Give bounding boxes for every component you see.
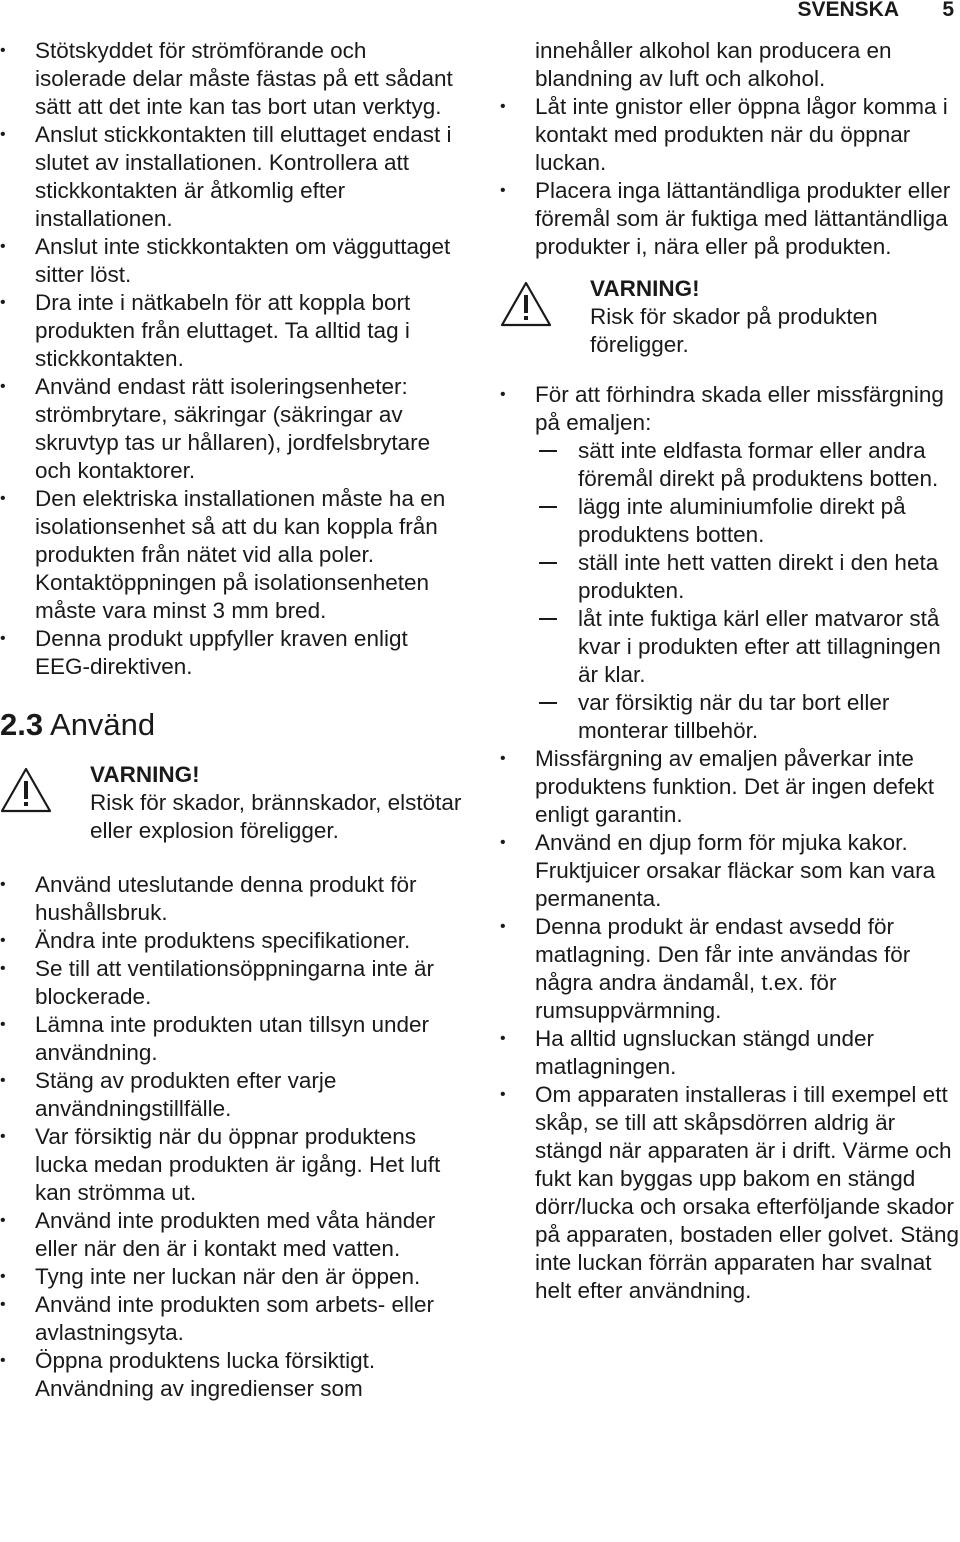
list-item: • Placera inga lättantändliga produkter eller föremål som är fuktiga med lättantändliga produkter i, nära eller på produkten. [500, 177, 960, 261]
list-item: • Denna produkt är endast avsedd för matlagning. Den får inte användas för några andra ändamål, t.ex. för rumsuppvärmning. [500, 913, 960, 1025]
list-item: • Denna produkt uppfyller kraven enligt EEG-direktiven. [0, 625, 462, 681]
dash-item: ställ inte hett vatten direkt i den heta produkten. [535, 549, 960, 605]
warning-title: VARNING! [90, 762, 200, 787]
list-item: • Använd inte produkten som arbets- eller avlastningsyta. [0, 1291, 462, 1347]
list-item: • Se till att ventilationsöppningarna inte är blockerade. [0, 955, 462, 1011]
list-item: • Stäng av produkten efter varje användningstillfälle. [0, 1067, 462, 1123]
warning-title: VARNING! [590, 276, 700, 301]
warning-box [0, 761, 462, 845]
warning-triangle-icon [500, 281, 552, 327]
list-item: • Använd inte produkten med våta händer eller när den är i kontakt med vatten. [0, 1207, 462, 1263]
dash-item: sätt inte eldfasta formar eller andra föremål direkt på produktens botten. [535, 437, 960, 493]
section-title: Använd [50, 707, 156, 742]
list-item: • Om apparaten installeras i till exempel ett skåp, se till att skåpsdörren aldrig är stängd när apparaten är i drift. Värme och fukt kan byggas upp bakom en stängd dörr/lucka och orsaka efterföljande skador på apparaten, bostaden eller golvet. Stäng inte luckan förrän apparaten har svalnat helt efter användning. [500, 1081, 960, 1305]
list-item: • Den elektriska installationen måste ha en isolationsenhet så att du kan koppla från produkten från nätet vid alla poler. Kontaktöppningen på isolationsenheten måste vara minst 3 mm bred. [0, 485, 462, 625]
list-item: • Ha alltid ugnsluckan stängd under matlagningen. [500, 1025, 960, 1081]
list-item: • Lämna inte produkten utan tillsyn under användning. [0, 1011, 462, 1067]
language-label: SVENSKA [797, 0, 899, 21]
right-column [500, 37, 960, 1305]
left-column [0, 37, 462, 1403]
list-item: • Använd uteslutande denna produkt för hushållsbruk. [0, 871, 462, 927]
page-number: 5 [942, 0, 954, 21]
warning-text: Risk för skador på produkten föreligger. [590, 304, 878, 357]
section-number: 2.3 [0, 707, 44, 742]
list-item: • Tyng inte ner luckan när den är öppen. [0, 1263, 462, 1291]
warning-triangle-icon [0, 767, 52, 813]
dash-item: var försiktig när du tar bort eller monterar tillbehör. [535, 689, 960, 745]
dash-item: låt inte fuktiga kärl eller matvaror stå kvar i produkten efter att tillagningen är klar. [535, 605, 960, 689]
left-top-list [0, 37, 462, 681]
enamel-dash-list [535, 437, 960, 745]
list-item: • Dra inte i nätkabeln för att koppla bort produkten från eluttaget. Ta alltid tag i stickkontakten. [0, 289, 462, 373]
warning-box [500, 275, 960, 359]
section-heading [0, 707, 462, 743]
list-item [500, 381, 960, 745]
warning-text: Risk för skador, brännskador, elstötar eller explosion föreligger. [90, 790, 462, 843]
list-item: • Använd en djup form för mjuka kakor. Fruktjuicer orsakar fläckar som kan vara permanenta. [500, 829, 960, 913]
right-enamel-list [500, 381, 960, 1305]
list-item: • Var försiktig när du öppnar produktens lucka medan produkten är igång. Het luft kan strömma ut. [0, 1123, 462, 1207]
list-item: • Låt inte gnistor eller öppna lågor komma i kontakt med produkten när du öppnar luckan. [500, 93, 960, 177]
list-item: • Missfärgning av emaljen påverkar inte produktens funktion. Det är ingen defekt enligt garantin. [500, 745, 960, 829]
list-item: • Stötskyddet för strömförande och isolerade delar måste fästas på ett sådant sätt att det inte kan tas bort utan verktyg. [0, 37, 462, 121]
continuation-text: innehåller alkohol kan producera en blandning av luft och alkohol. [535, 38, 892, 91]
list-item: • Ändra inte produktens specifikationer. [0, 927, 462, 955]
dash-item: lägg inte aluminiumfolie direkt på produktens botten. [535, 493, 960, 549]
list-item: • Anslut stickkontakten till eluttaget endast i slutet av installationen. Kontrollera att stickkontakten är åtkomlig efter installationen. [0, 121, 462, 233]
list-item: • Öppna produktens lucka försiktigt. Användning av ingredienser som [0, 1347, 462, 1403]
list-item: • Använd endast rätt isoleringsenheter: strömbrytare, säkringar (säkringar av skruvtyp tas ur hållaren), jordfelsbrytare och kontaktorer. [0, 373, 462, 485]
list-item: • Anslut inte stickkontakten om vägguttaget sitter löst. [0, 233, 462, 289]
enamel-intro: För att förhindra skada eller missfärgning på emaljen: [535, 382, 944, 435]
left-bottom-list [0, 871, 462, 1403]
right-top-list [500, 93, 960, 261]
page-header [0, 0, 960, 22]
